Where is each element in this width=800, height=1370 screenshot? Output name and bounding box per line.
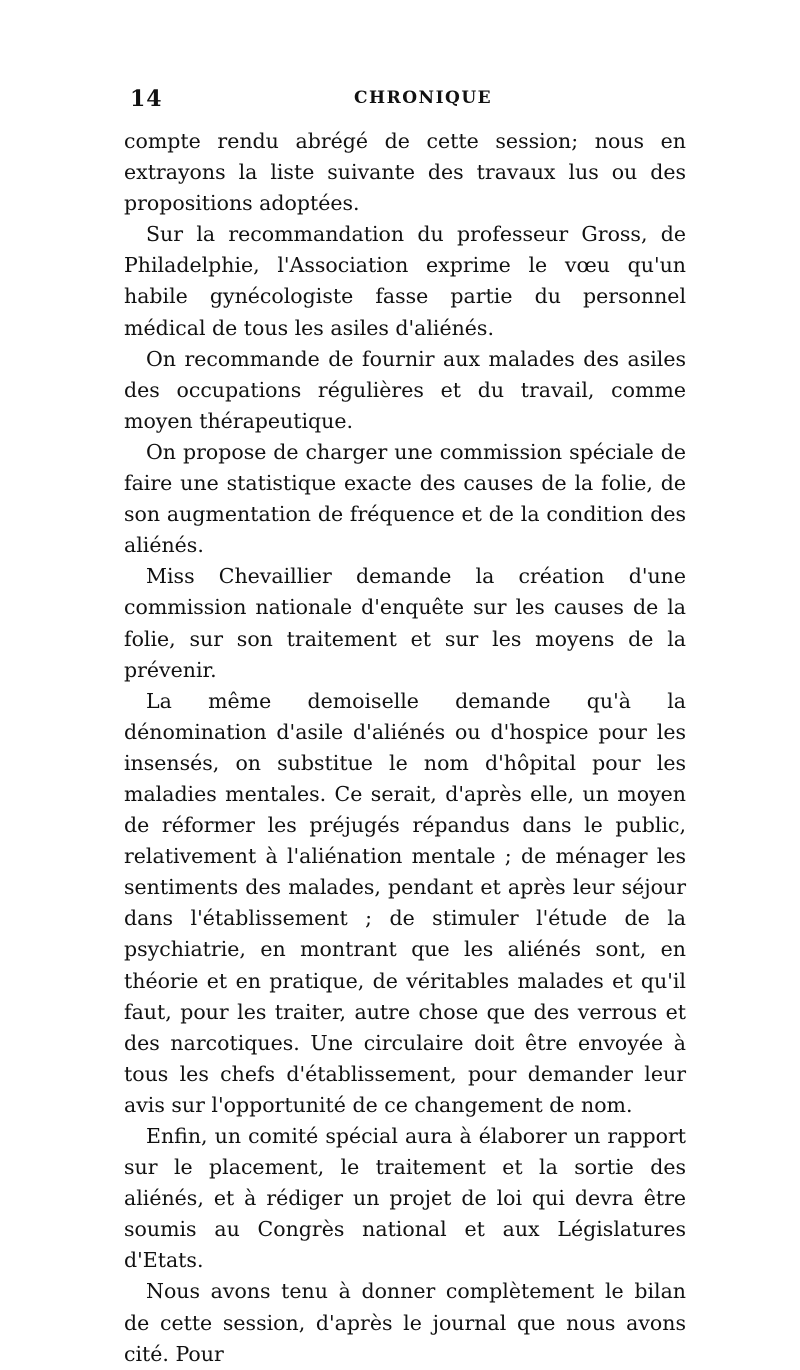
running-head xyxy=(118,86,678,116)
paragraph: On recommande de fournir aux malades des asiles des occupations régulières et du travail, comme moyen thérapeutique. xyxy=(124,346,686,433)
body-text xyxy=(124,126,686,1370)
paragraph: La même demoiselle demande qu'à la dénomination d'asile d'aliénés ou d'hospice pour les insensés, on substitue le nom d'hôpital pour les maladies mentales. Ce serait, d'après elle, un moyen de réformer les préjugés répandus dans le public, relativement à l'aliénation mentale ; de ménager les sentiments des malades, pendant et après leur séjour dans l'établissement ; de stimuler l'étude de la psychiatrie, en montrant que les aliénés sont, en théorie et en pratique, de véritables malades et qu'il faut, pour les traiter, autre chose que des verrous et des narcotiques. Une circulaire doit être envoyée à tous les chefs d'établissement, pour demander leur avis sur l'opportunité de ce changement de nom. xyxy=(124,688,686,1117)
paragraph: Nous avons tenu à donner complètement le bilan de cette session, d'après le journal que nous avons cité. Pour xyxy=(124,1279,686,1366)
paragraph: On propose de charger une commission spéciale de faire une statistique exacte des causes de la folie, de son augmentation de fréquence et de la condition des aliénés. xyxy=(124,439,686,558)
paragraph: Sur la recommandation du professeur Gross, de Philadelphie, l'Association exprime le vœu qu'un habile gynécologiste fasse partie du personnel médical de tous les asiles d'aliénés. xyxy=(124,222,686,340)
page-number: 14 xyxy=(130,86,163,112)
paragraph: Enfin, un comité spécial aura à élaborer un rapport sur le placement, le traitement et la sortie des aliénés, et à rédiger un projet de loi qui devra être soumis au Congrès national et aux Législatures d'Etats. xyxy=(124,1124,686,1273)
running-title: CHRONIQUE xyxy=(354,88,493,108)
paragraph: compte rendu abrégé de cette session; nous en extrayons la liste suivante des travaux lus ou des propositions adoptées. xyxy=(124,129,686,216)
paragraph: Miss Chevaillier demande la création d'une commission nationale d'enquête sur les causes de la folie, sur son traitement et sur les moyens de la prévenir. xyxy=(124,564,686,682)
